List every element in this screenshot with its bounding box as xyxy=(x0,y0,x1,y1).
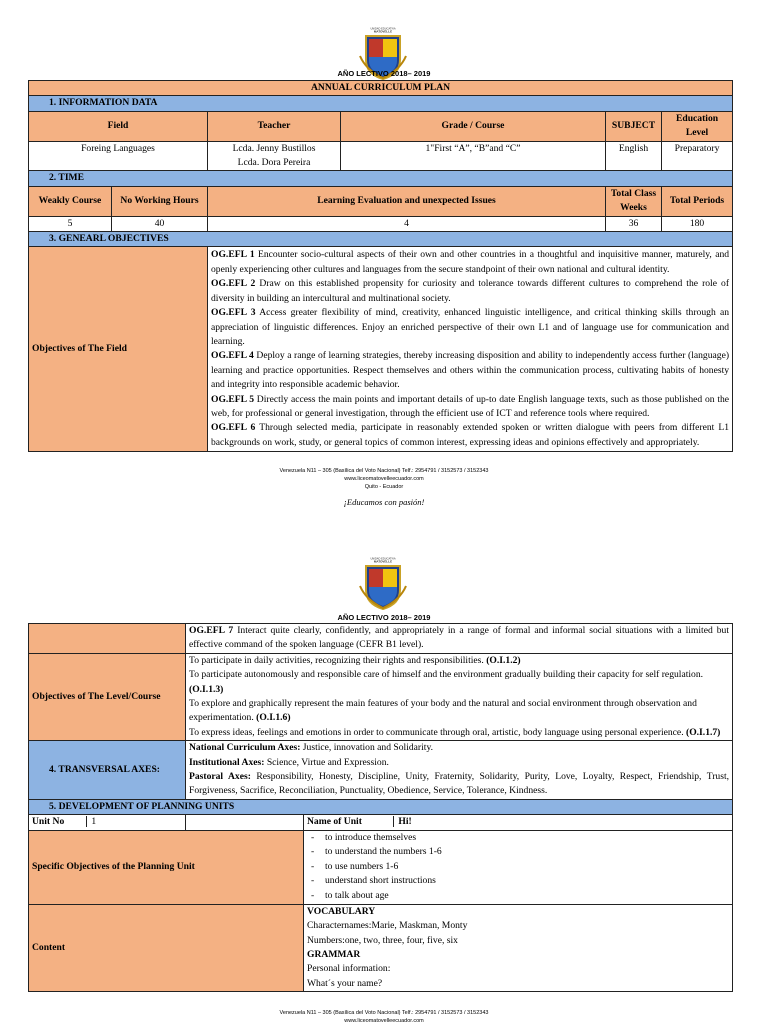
level-objectives-list xyxy=(186,653,733,740)
objective-og-efl-4: OG.EFL 4 Deploy a range of learning strategies, thereby increasing disposition and ability to independently access further (language) learning and practice opportunities. Respect themselves and others within the communication process, cultivating habits of honesty and integrity into responsible academic behavior. xyxy=(211,350,730,391)
content-cell xyxy=(304,904,733,991)
grade-value: 1"First “A”, “B”and “C” xyxy=(341,141,606,171)
header-weakly-course: Weakly Course xyxy=(29,186,112,216)
footer-page2 xyxy=(0,1009,768,1025)
og7-label-cell xyxy=(29,624,186,654)
unit-name-row xyxy=(304,815,733,830)
objective-og-efl-2: OG.EFL 2 Draw on this established propensity for curiosity and tolerance towards different cultures to comprehend the role of diversity in building an intercultural and multinational society. xyxy=(211,278,730,304)
teacher-1: Lcda. Jenny Bustillos xyxy=(232,142,316,154)
teacher-value xyxy=(208,141,341,171)
specific-objectives-label: Specific Objectives of the Planning Unit xyxy=(29,830,304,904)
objectives-field-label: Objectives of The Field xyxy=(29,247,208,452)
header-subject: SUBJECT xyxy=(606,111,662,141)
field-value: Foreing Languages xyxy=(29,141,208,171)
unit-no-row xyxy=(29,815,186,830)
svg-text:MATOVELLE: MATOVELLE xyxy=(373,559,393,564)
objectives-field-list xyxy=(208,247,733,452)
specific-objective-item: - to understand the numbers 1-6 xyxy=(325,845,729,860)
header-total-periods: Total Periods xyxy=(662,186,733,216)
curriculum-table-page2 xyxy=(28,623,733,992)
specific-objective-item: - to talk about age xyxy=(325,889,729,904)
footer-web: www.liceomatovelleecuador.com xyxy=(344,476,424,482)
subject-value: English xyxy=(606,141,662,171)
level-objective: To express ideas, feelings and emotions in order to communicate through oral, artistic, body language using personal experience. (O.I.1.7) xyxy=(189,726,721,738)
svg-text:UNIDAD EDUCATIVA: UNIDAD EDUCATIVA xyxy=(370,27,396,31)
level-objective: To explore and graphically represent the main features of your body and the natural and social environment through observation and experimentation. (O.I.1.6) xyxy=(189,698,697,724)
specific-objective-item: - to use numbers 1-6 xyxy=(325,860,729,875)
objective-og-efl-1: OG.EFL 1 Encounter socio-cultural aspects of their own and other countries in a thoughtful and inquisitive manner, maturely, and openly experiencing other cultures and languages from the secure standpoint of their own national and cultural identity. xyxy=(211,249,730,275)
grammar-heading: GRAMMAR xyxy=(307,948,361,960)
objective-og-efl-3: OG.EFL 3 Access greater flexibility of mind, creativity, enhanced linguistic intelligence, and critical thinking skills through an appreciation of linguistic differences. Enjoy an enriched perspective of their own L1 and of language use for communication and learning. xyxy=(211,307,730,347)
page-2 xyxy=(0,520,768,1024)
footer-page1 xyxy=(0,467,768,491)
vocabulary-line: Numbers:one, two, three, four, five, six xyxy=(307,934,458,946)
unit-spacer xyxy=(186,815,304,830)
objective-og-efl-7: OG.EFL 7 Interact quite clearly, confidently, and appropriately in a range of formal and informal social situations with a limited but effective command of the spoken language (CEFR B1 level). xyxy=(186,624,733,654)
header-teacher: Teacher xyxy=(208,111,341,141)
footer-motto: ¡Educamos con pasión! xyxy=(343,497,425,507)
section-time: 2. TIME xyxy=(29,171,733,186)
footer-address: Venezuela N11 – 305 (Basílica del Voto Nacional) Telf.: 2954791 / 3152573 / 3152343 xyxy=(279,1010,489,1016)
footer-web: www.liceomatovelleecuador.com xyxy=(344,1018,424,1024)
objective-og-efl-5: OG.EFL 5 Directly access the main points and important details of up-to date English language texts, such as those published on the web, for professional or general investigation, through the efficient use of ICT and reference tools where required. xyxy=(211,393,730,419)
header-total-weeks: Total Class Weeks xyxy=(606,186,662,216)
content-label: Content xyxy=(29,904,304,991)
specific-objective-item: - to introduce themselves xyxy=(325,831,729,846)
grammar-line: Personal information: xyxy=(307,963,391,975)
school-year: AÑO LECTIVO 2018– 2019 xyxy=(337,613,431,622)
footer-city: Quito - Ecuador xyxy=(364,484,404,490)
axis-institutional: Institutional Axes: Science, Virtue and Expression. xyxy=(189,756,389,768)
education-level-value: Preparatory xyxy=(662,141,733,171)
unit-name-value: Hi! xyxy=(393,816,411,827)
specific-objective-item: - understand short instructions xyxy=(325,874,729,889)
school-crest-logo xyxy=(358,556,408,610)
specific-objectives-list xyxy=(304,830,733,904)
total-periods-value: 180 xyxy=(662,216,733,231)
curriculum-table-page1 xyxy=(28,80,733,452)
learning-evaluation-value: 4 xyxy=(208,216,606,231)
unit-no-value: 1 xyxy=(86,816,96,827)
school-year: AÑO LECTIVO 2018– 2019 xyxy=(337,69,431,78)
level-objectives-label: Objectives of The Level/Course xyxy=(29,653,186,740)
unit-name-label: Name of Unit xyxy=(307,816,362,828)
svg-text:MATOVELLE: MATOVELLE xyxy=(373,29,393,34)
weakly-course-value: 5 xyxy=(29,216,112,231)
header-grade: Grade / Course xyxy=(341,111,606,141)
objective-og-efl-6: OG.EFL 6 Through selected media, participate in reasonably extended spoken or written dialogue with peers from different L1 backgrounds on work, study, or general topics of common interest, expressing ideas and opinions effectively and appropriately. xyxy=(211,422,730,448)
header-field: Field xyxy=(29,111,208,141)
vocabulary-heading: VOCABULARY xyxy=(307,905,376,917)
vocabulary-line: Characternames:Marie, Maskman, Monty xyxy=(307,920,468,932)
transversal-axes-list xyxy=(186,741,733,800)
total-weeks-value: 36 xyxy=(606,216,662,231)
unit-no-label: Unit No xyxy=(32,816,65,828)
grammar-line: What´s your name? xyxy=(307,977,383,989)
svg-text:UNIDAD EDUCATIVA: UNIDAD EDUCATIVA xyxy=(370,557,396,561)
axis-national: National Curriculum Axes: Justice, innovation and Solidarity. xyxy=(189,742,434,754)
working-hours-value: 40 xyxy=(112,216,208,231)
axis-pastoral: Pastoral Axes: Responsibility, Honesty, Discipline, Unity, Fraternity, Solidarity, Purity, Love, Loyalty, Respect, Friendship, Trust, Forgiveness, Sacrifice, Reconciliation, Punctuality, Obedience, Service, Tolerance, Kindness. xyxy=(189,771,730,797)
teacher-2: Lcda. Dora Pereira xyxy=(237,157,311,169)
section-planning-units: 5. DEVELOPMENT OF PLANNING UNITS xyxy=(29,799,733,814)
level-objective: To participate autonomously and responsible care of himself and the environment gradually building their capacity for self regulation. (O.I.1.3) xyxy=(189,669,704,695)
section-general-objectives: 3. GENEARL OBJECTIVES xyxy=(29,232,733,247)
section-information-data: 1. INFORMATION DATA xyxy=(29,96,733,111)
header-education-level: Education Level xyxy=(662,111,733,141)
plan-title: ANNUAL CURRICULUM PLAN xyxy=(29,81,733,96)
header-learning-evaluation: Learning Evaluation and unexpected Issues xyxy=(208,186,606,216)
transversal-axes-label: 4. TRANSVERSAL AXES: xyxy=(29,741,186,800)
footer-address: Venezuela N11 – 305 (Basílica del Voto Nacional) Telf.: 2954791 / 3152573 / 3152343 xyxy=(279,468,489,474)
header-working-hours: No Working Hours xyxy=(112,186,208,216)
level-objective: To participate in daily activities, recognizing their rights and responsibilities. (O.I.1.2) xyxy=(189,654,521,666)
